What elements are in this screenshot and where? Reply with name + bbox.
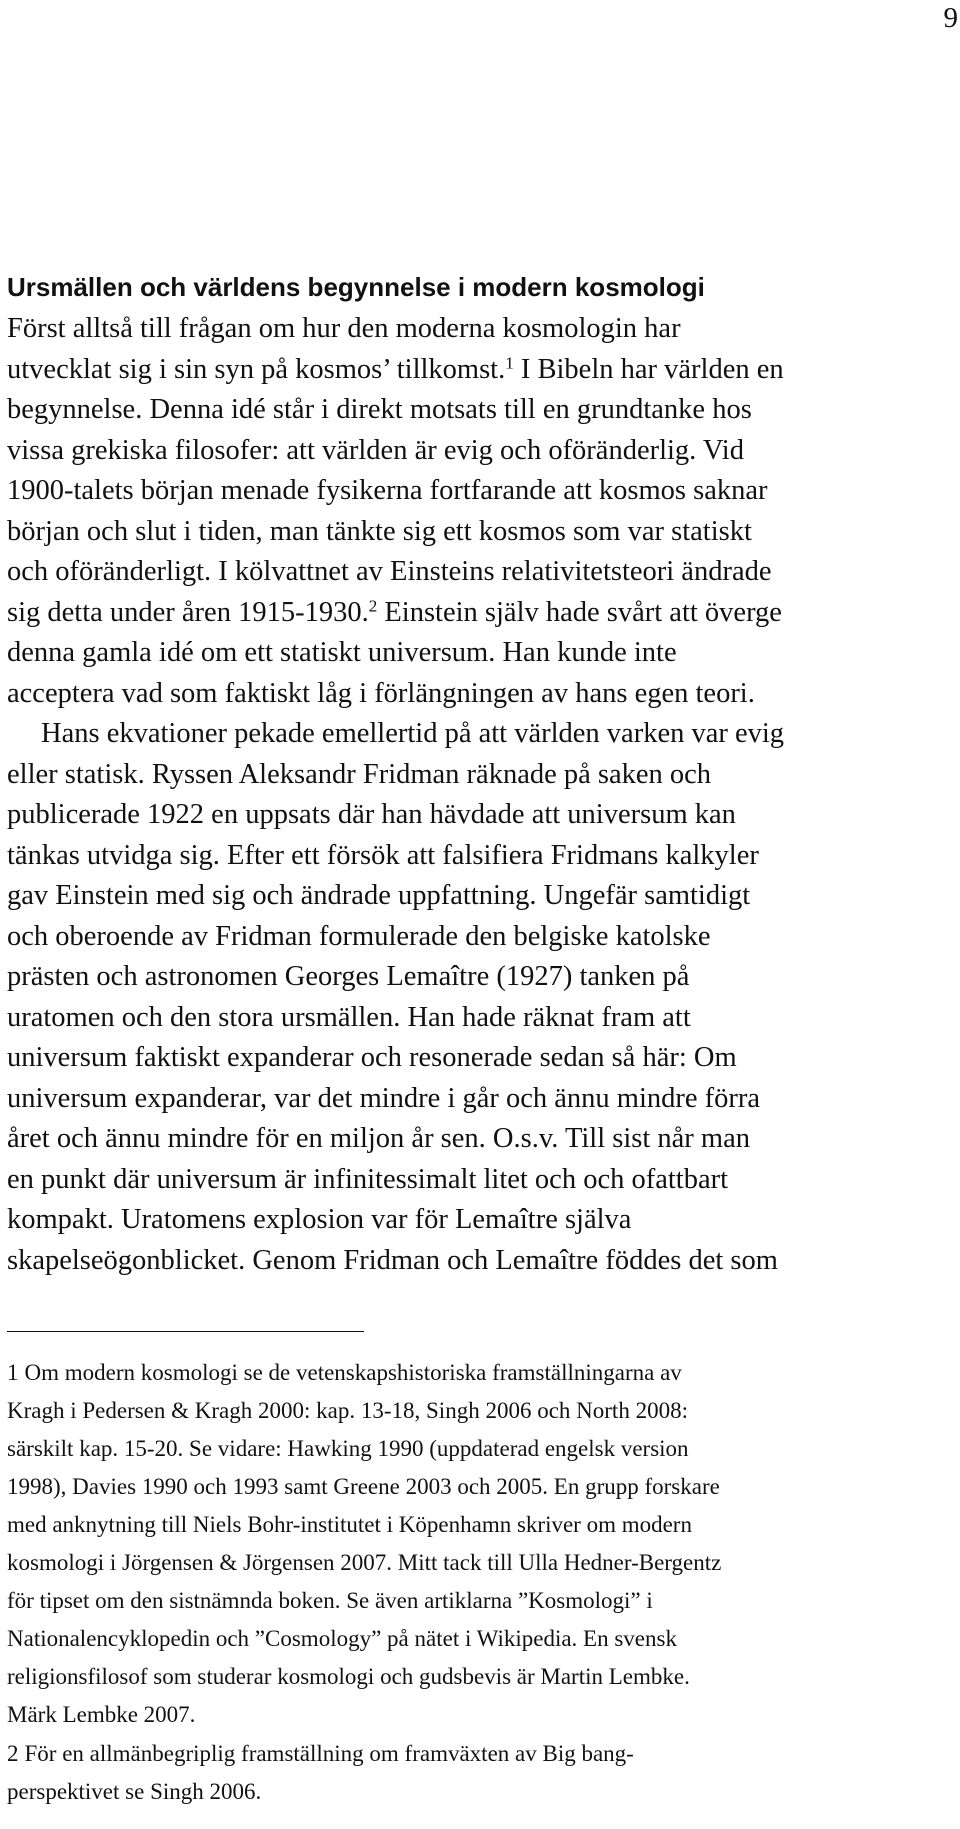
body-line bbox=[7, 633, 784, 674]
body-line bbox=[7, 836, 784, 877]
footnote-line bbox=[7, 1696, 721, 1734]
body-line-text-continued: Einstein själv hade svårt att överge bbox=[377, 596, 782, 628]
footnote-text: För en allmänbegriplig framställning om framväxten av Big bang- bbox=[24, 1741, 634, 1766]
body-line bbox=[7, 390, 784, 431]
body-line bbox=[7, 876, 784, 917]
footnote-marker: 2 bbox=[7, 1741, 19, 1766]
footnote-text: perspektivet se Singh 2006. bbox=[7, 1779, 262, 1804]
body-line-text: Först alltså till frågan om hur den moderna kosmologin har bbox=[7, 313, 681, 344]
footnote-divider bbox=[7, 1331, 364, 1332]
body-line-text: Hans ekvationer pekade emellertid på att världen varken var evig bbox=[41, 718, 785, 749]
body-line-text: och oberoende av Fridman formulerade den belgiske katolske bbox=[7, 920, 711, 952]
body-line bbox=[7, 1038, 784, 1079]
footnote-text: med anknytning till Niels Bohr-institutet i Köpenhamn skriver om modern bbox=[7, 1512, 692, 1537]
body-line-text: begynnelse. Denna idé står i direkt motsats till en grundtanke hos bbox=[7, 394, 752, 425]
footnote-line bbox=[7, 1544, 721, 1582]
body-line-text: en punkt där universum är infinitessimalt litet och och ofattbart bbox=[7, 1163, 729, 1195]
body-line bbox=[7, 1200, 784, 1241]
footnote bbox=[7, 1354, 721, 1734]
body-line bbox=[7, 593, 784, 634]
body-line-text: denna gamla idé om ett statiskt universum. Han kunde inte bbox=[7, 637, 677, 668]
body-line-text: publicerade 1922 en uppsats där han hävdade att universum kan bbox=[7, 799, 736, 830]
footnote-text: kosmologi i Jörgensen & Jörgensen 2007. Mitt tack till Ulla Hedner-Bergentz bbox=[7, 1550, 722, 1575]
body-line-text: eller statisk. Ryssen Aleksandr Fridman räknade på saken och bbox=[7, 758, 712, 790]
body-line-text: året och ännu mindre för en miljon år sen. O.s.v. Till sist når man bbox=[7, 1123, 750, 1154]
body-line bbox=[7, 917, 784, 958]
footnotes bbox=[7, 1354, 721, 1811]
body-line-text: början och slut i tiden, man tänkte sig ett kosmos som var statiskt bbox=[7, 515, 752, 547]
footnote bbox=[7, 1735, 721, 1811]
body-line-text: prästen och astronomen Georges Lemaître (1927) tanken på bbox=[7, 961, 690, 992]
body-line-text: skapelseögonblicket. Genom Fridman och Lemaître föddes det som bbox=[7, 1244, 778, 1276]
body-line bbox=[7, 1119, 784, 1160]
body-line bbox=[7, 1241, 784, 1282]
footnote-text: Om modern kosmologi se de vetenskapshistoriska framställningarna av bbox=[24, 1360, 682, 1385]
footnote-text: för tipset om den sistnämnda boken. Se även artiklarna ”Kosmologi” i bbox=[7, 1588, 653, 1613]
body-line-text: vissa grekiska filosofer: att världen är evig och oföränderlig. Vid bbox=[7, 434, 744, 466]
footnote-text: Märk Lembke 2007. bbox=[7, 1702, 196, 1727]
footnote-line bbox=[7, 1392, 721, 1430]
footnote-line bbox=[7, 1468, 721, 1506]
body-line bbox=[7, 552, 784, 593]
body-line bbox=[7, 471, 784, 512]
footnote-text: Kragh i Pedersen & Kragh 2000: kap. 13-18, Singh 2006 och North 2008: bbox=[7, 1398, 688, 1423]
body-line-text: gav Einstein med sig och ändrade uppfattning. Ungefär samtidigt bbox=[7, 880, 751, 911]
body-line bbox=[7, 512, 784, 553]
footnote-marker: 1 bbox=[7, 1360, 19, 1385]
body-line-text: uratomen och den stora ursmällen. Han hade räknat fram att bbox=[7, 1001, 691, 1033]
body-line-text: och oföränderligt. I kölvattnet av Einsteins relativitetsteori ändrade bbox=[7, 556, 772, 587]
footnote-text: särskilt kap. 15-20. Se vidare: Hawking 1990 (uppdaterad engelsk version bbox=[7, 1436, 689, 1461]
body-line bbox=[7, 674, 784, 715]
body-line bbox=[7, 1160, 784, 1201]
body-line bbox=[7, 309, 784, 350]
footnote-reference: 1 bbox=[505, 353, 514, 373]
body-line bbox=[7, 795, 784, 836]
body-line bbox=[7, 431, 784, 472]
footnote-line bbox=[7, 1430, 721, 1468]
body-line bbox=[7, 714, 784, 755]
body-line bbox=[7, 1079, 784, 1120]
footnote-text: religionsfilosof som studerar kosmologi och gudsbevis är Martin Lembke. bbox=[7, 1664, 690, 1689]
body-line-text: kompakt. Uratomens explosion var för Lemaître själva bbox=[7, 1204, 632, 1235]
footnote-line bbox=[7, 1354, 721, 1392]
body-line bbox=[7, 755, 784, 796]
body-line-text: acceptera vad som faktiskt låg i förlängningen av hans egen teori. bbox=[7, 677, 755, 709]
footnote-line bbox=[7, 1735, 721, 1773]
body-text bbox=[7, 309, 784, 1281]
footnote-reference: 2 bbox=[368, 596, 378, 616]
body-line-text: universum expanderar, var det mindre i går och ännu mindre förra bbox=[7, 1082, 761, 1114]
body-line-text: universum faktiskt expanderar och resonerade sedan så här: Om bbox=[7, 1042, 737, 1073]
footnote-text: 1998), Davies 1990 och 1993 samt Greene 2003 och 2005. En grupp forskare bbox=[7, 1474, 720, 1499]
body-line-text: 1900-talets början menade fysikerna fortfarande att kosmos saknar bbox=[7, 475, 768, 506]
section-heading: Ursmällen och världens begynnelse i modern kosmologi bbox=[7, 272, 705, 302]
footnote-line bbox=[7, 1773, 721, 1811]
footnote-line bbox=[7, 1506, 721, 1544]
body-line-text: sig detta under åren 1915-1930. bbox=[7, 596, 369, 628]
body-line-text: tänkas utvidga sig. Efter ett försök att falsifiera Fridmans kalkyler bbox=[7, 839, 759, 871]
body-line bbox=[7, 350, 784, 391]
body-line bbox=[7, 957, 784, 998]
footnote-line bbox=[7, 1658, 721, 1696]
footnote-line bbox=[7, 1620, 721, 1658]
page-number: 9 bbox=[943, 2, 958, 34]
footnote-line bbox=[7, 1582, 721, 1620]
body-line bbox=[7, 998, 784, 1039]
body-line-text: utvecklat sig i sin syn på kosmos’ tillkomst. bbox=[7, 353, 506, 385]
body-line-text-continued: I Bibeln har världen en bbox=[513, 353, 784, 385]
footnote-text: Nationalencyklopedin och ”Cosmology” på nätet i Wikipedia. En svensk bbox=[7, 1626, 677, 1651]
